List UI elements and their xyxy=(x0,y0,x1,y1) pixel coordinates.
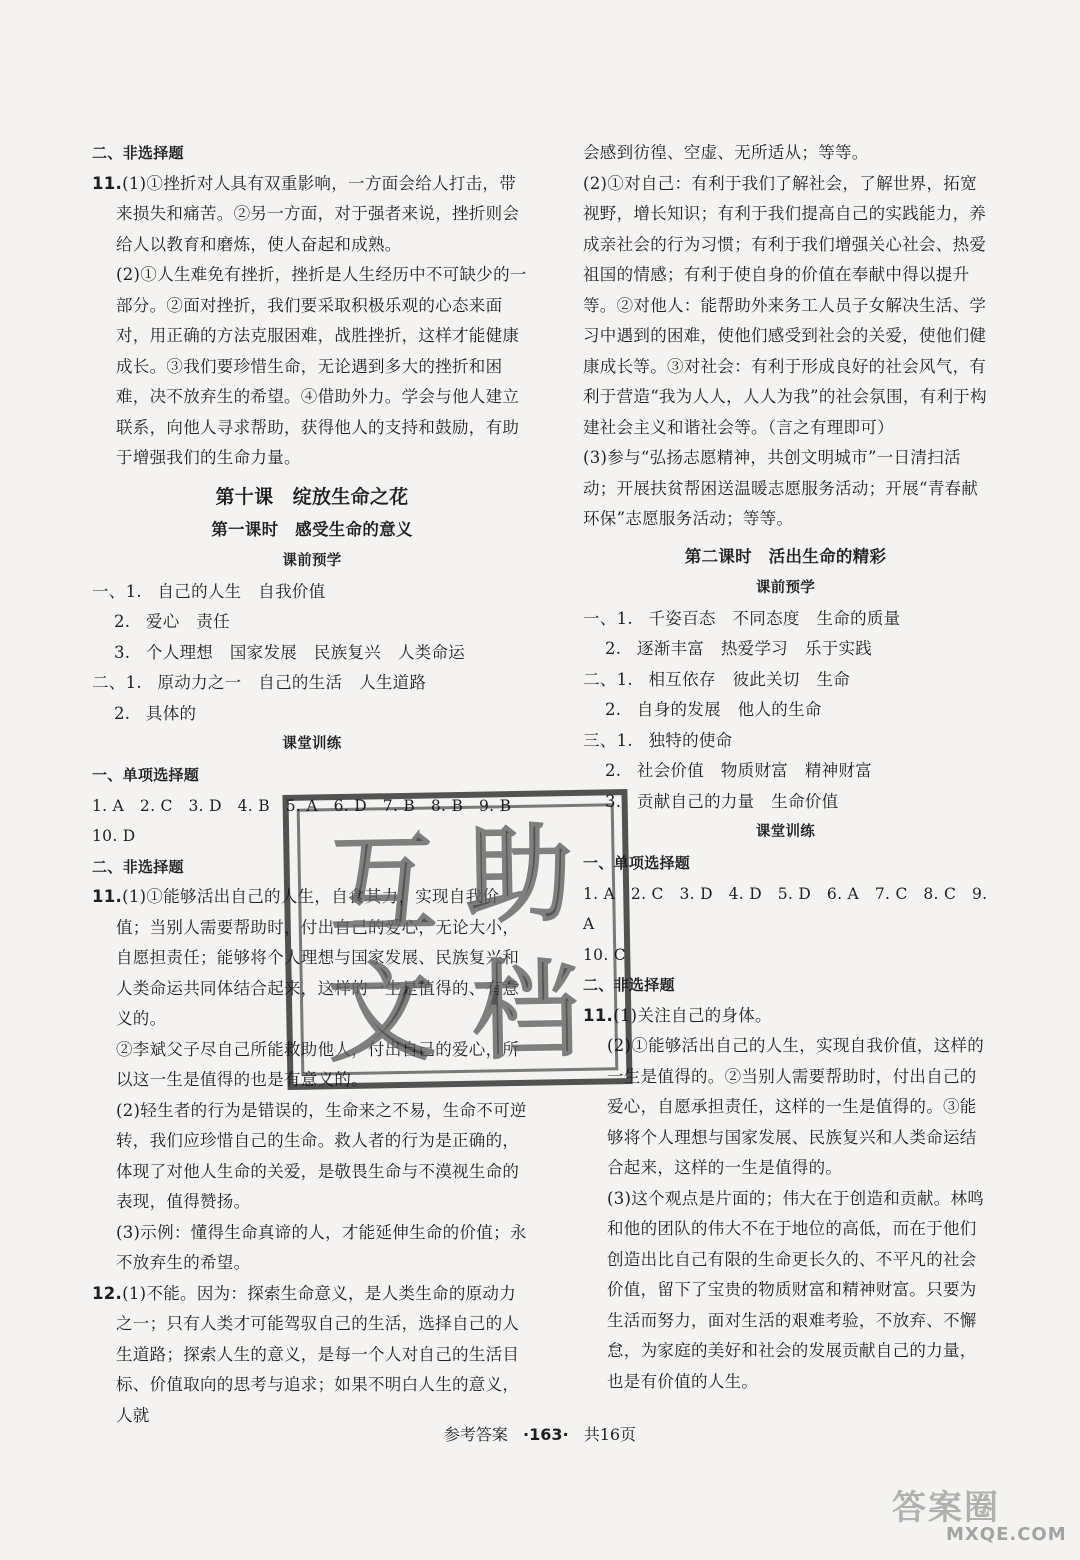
answer-paragraph: ②李斌父子尽自己所能救助他人，付出自己的爱心，所以这一生是值得的也是有意义的。 xyxy=(116,1039,520,1089)
period-title: 第一课时 感受生命的意义 xyxy=(211,519,413,539)
answer-paragraph: 11.(1)①能够活出自己的人生，自食其力，实现自我价值；当别人需要帮助时，付出自己的爱心，无论大小，自愿担责任；能够将个人理想与国家发展、民族复兴和人类命运共同体结合起来，这样的一生是值得的、有意义的。 xyxy=(92,887,520,1028)
section-heading: 二、非选择题 xyxy=(92,144,184,162)
choice-answers: 1. A 2. C 3. D 4. D 5. D 6. A 7. C 8. C 9. A xyxy=(583,884,988,933)
section-heading: 一、单项选择题 xyxy=(92,766,200,784)
subsection-title: 课堂训练 xyxy=(755,824,816,840)
preview-answer: 2. 爱心 责任 xyxy=(114,612,230,631)
answer-paragraph: (3)参与“弘扬志愿精神，共创文明城市”一日清扫活动；开展扶贫帮困送温暖志愿服务活动；开展“青春献环保”志愿服务活动；等等。 xyxy=(583,448,979,528)
question-number: 11. xyxy=(92,887,123,906)
page-footer xyxy=(0,1422,1080,1445)
subsection-title: 课前预学 xyxy=(755,579,816,596)
preview-answer: 2. 自身的发展 他人的生命 xyxy=(605,700,822,719)
preview-answer: 2. 逐渐丰富 热爱学习 乐于实践 xyxy=(605,639,873,658)
left-column xyxy=(92,138,532,1431)
preview-answer: 三、1. 独特的使命 xyxy=(583,730,733,750)
question-number: 11. xyxy=(583,1005,614,1025)
period-title: 第二课时 活出生命的精彩 xyxy=(684,546,887,566)
answer-paragraph: 11.(1)关注自己的身体。 xyxy=(583,1005,772,1025)
subsection-title: 课堂训练 xyxy=(282,736,342,752)
page-number: ·163· xyxy=(523,1425,569,1444)
answer-paragraph: (2)①能够活出自己的人生，实现自我价值，这样的一生是值得的。②当别人需要帮助时，付出自己的爱心，自愿承担责任，这样的一生是值得的。③能够将个人理想与国家发展、民族复兴和人类命运结合起来，这样的一生是值得的。 xyxy=(607,1036,985,1177)
answer-paragraph: (3)示例：懂得生命真谛的人，才能延伸生命的价值；永不放弃生的希望。 xyxy=(116,1222,527,1272)
preview-answer: 3. 贡献自己的力量 生命价值 xyxy=(605,791,839,811)
corner-watermark xyxy=(886,1480,1066,1550)
preview-answer: 二、1. 相互依存 彼此关切 生命 xyxy=(583,669,851,689)
subsection-title: 课前预学 xyxy=(282,552,342,569)
stamp-char: 档 xyxy=(470,948,581,1076)
stamp-char: 文 xyxy=(326,950,437,1078)
question-number: 12. xyxy=(92,1283,123,1303)
watermark-logo: 答案圈 xyxy=(892,1488,1000,1528)
preview-answer: 一、1. 千姿百态 不同态度 生命的质量 xyxy=(583,608,901,628)
stamp-char: 互 xyxy=(328,822,438,950)
section-heading: 二、非选择题 xyxy=(583,976,675,994)
choice-answers: 10. C xyxy=(583,945,626,964)
question-number: 11. xyxy=(92,173,123,193)
section-heading: 一、单项选择题 xyxy=(583,854,691,872)
footer-label: 参考答案 xyxy=(443,1425,508,1444)
preview-answer: 二、1. 原动力之一 自己的生活 人生道路 xyxy=(92,673,427,692)
right-column xyxy=(583,138,988,1397)
answer-paragraph: (3)这个观点是片面的；伟大在于创造和贡献。林鸣和他的团队的伟大不在于地位的高低，而在于他们创造出比自己有限的生命更长久的、不平凡的社会价值，留下了宝贵的物质财富和精神财富。只要为生活而努力，面对生活的艰难考验，不放弃、不懈怠，为家庭的美好和社会的发展贡献自己的力量，也是有价值的人生。 xyxy=(607,1188,985,1391)
page-total: 共16页 xyxy=(583,1425,637,1444)
answer-paragraph: 12.(1)不能。因为：探索生命意义，是人类生命的原动力之一；只有人类才可能驾驭自己的生活，选择自己的人生道路；探索人生的意义，是每一个人对自己的生活目标、价值取向的思考与追求；如果不明白人生的意义，人就 xyxy=(92,1283,520,1425)
preview-answer: 2. 社会价值 物质财富 精神财富 xyxy=(605,761,873,780)
answer-paragraph: (2)轻生者的行为是错误的，生命来之不易，生命不可逆转，我们应珍惜自己的生命。救人者的行为是正确的，体现了对他人生命的关爱，是敬畏生命与不漠视生命的表现，值得赞扬。 xyxy=(116,1100,527,1211)
answer-paragraph: (2)①人生难免有挫折，挫折是人生经历中不可缺少的一部分。②面对挫折，我们要采取积极乐观的心态来面对，用正确的方法克服困难，战胜挫折，这样才能健康成长。③我们要珍惜生命，无论遇到多大的挫折和困难，决不放弃生的希望。④借助外力。学会与他人建立联系，向他人寻求帮助，获得他人的支持和鼓励，有助于增强我们的生命力量。 xyxy=(116,265,527,467)
section-heading: 二、非选择题 xyxy=(92,857,184,876)
lesson-title: 第十课 绽放生命之花 xyxy=(215,485,409,508)
stamp-char: 助 xyxy=(464,812,575,939)
answer-paragraph: 11.(1)①挫折对人具有双重影响，一方面会给人打击，带来损失和痛苦。②另一方面，对于强者来说，挫折则会给人以教育和磨炼，使人奋起和成熟。 xyxy=(92,173,520,254)
choice-answers: 1. A 2. C 3. D 4. B 5. A 6. D 7. B 8. B 9. B xyxy=(92,796,512,815)
preview-answer: 2. 具体的 xyxy=(114,703,197,723)
answer-paragraph: (2)①对自己：有利于我们了解社会，了解世界，拓宽视野，增长知识；有利于我们提高自己的实践能力，养成亲社会的行为习惯；有利于我们增强关心社会、热爱祖国的情感；有利于使自身的价值在奉献中得以提升等。②对他人：能帮助外来务工人员子女解决生活、学习中遇到的困难，使他们感受到社会的关爱，使他们健康成长等。③对社会：有利于形成良好的社会风气，有利于营造“我为人人，人人为我”的社会氛围，有利于构建社会主义和谐社会等。（言之有理即可） xyxy=(583,173,987,437)
watermark-url: MXQE.COM xyxy=(946,1524,1067,1545)
preview-answer: 3. 个人理想 国家发展 民族复兴 人类命运 xyxy=(114,642,466,662)
answer-paragraph: 会感到彷徨、空虚、无所适从；等等。 xyxy=(583,143,869,162)
preview-answer: 一、1. 自己的人生 自我价值 xyxy=(92,581,326,601)
choice-answers: 10. D xyxy=(92,827,136,845)
